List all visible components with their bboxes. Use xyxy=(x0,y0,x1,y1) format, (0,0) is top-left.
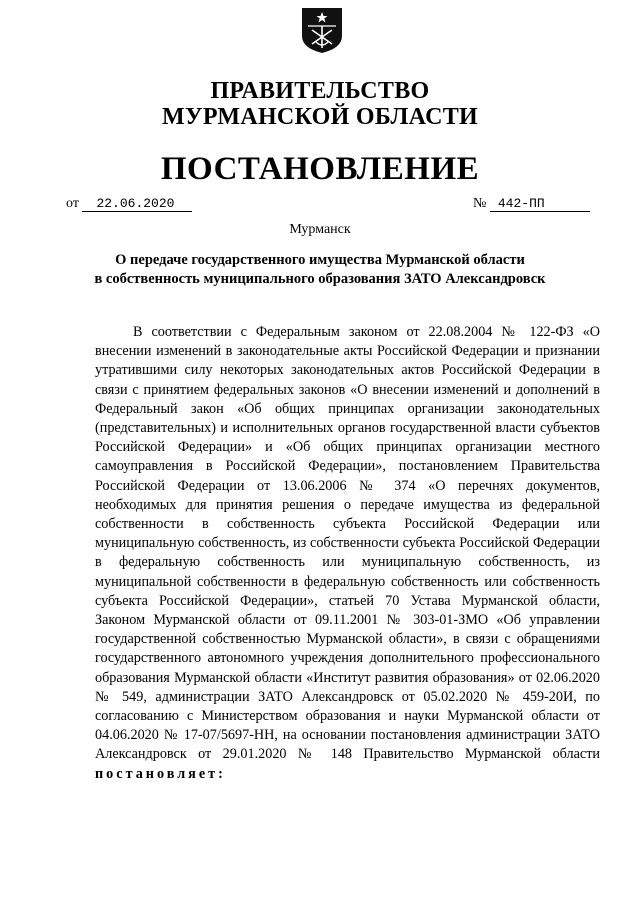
coat-of-arms-emblem xyxy=(300,6,344,54)
place-of-issue: Мурманск xyxy=(289,222,351,237)
document-type-heading: ПОСТАНОВЛЕНИЕ xyxy=(160,151,480,187)
document-title xyxy=(80,251,560,289)
document-number: 442-ПП xyxy=(490,196,590,212)
number-field xyxy=(473,196,590,212)
resolution-verb: постановляет: xyxy=(95,765,226,782)
document-date: 22.06.2020 xyxy=(82,196,192,212)
government-name-line2: МУРМАНСКОЙ ОБЛАСТИ xyxy=(162,104,478,130)
government-name-line1: ПРАВИТЕЛЬСТВО xyxy=(210,78,430,104)
government-name xyxy=(0,78,640,130)
date-field xyxy=(66,196,192,212)
title-line2: в собственность муниципального образования ЗАТО Александровск xyxy=(94,271,546,287)
number-prefix: № xyxy=(473,196,487,211)
date-prefix: от xyxy=(66,196,79,211)
body-text: В соответствии с Федеральным законом от 22.08.2004 № 122-ФЗ «О внесении изменений в законодательные акты Российской Федерации и признании утратившими силу некоторых законодательных актов Российской Федерации в связи с принятием федеральных законов «О внесении изменений и дополнений в Федеральный закон «Об общих принципах организации законодательных (представительных) и исполнительных органов государственной власти субъектов Российской Федерации» и «Об общих принципах организации местного самоуправления в Российской Федерации», постановлением Правительства Российской Федерации от 13.06.2006 № 374 «О перечнях документов, необходимых для принятия решения о передаче имущества из федеральной собственности в собственность субъекта Российской Федерации или муниципальную собственность, из собственности субъекта Российской Федерации в федеральную собственность или муниципальную собственность, из муниципальной собственности в федеральную собственность или собственность субъекта Российской Федерации», статьей 70 Устава Мурманской области, Законом Мурманской области от 09.11.2001 № 303-01-ЗМО «Об управлении государственной собственностью Мурманской области», в связи с обращениями государственного автономного учреждения дополнительного профессионального образования Мурманской области «Институт развития образования» от 02.06.2020 № 549, администрации ЗАТО Александровск от 05.02.2020 № 459-20И, по согласованию с Министерством образования и науки Мурманской области от 04.06.2020 № 17-07/5697-НН, на основании постановления администрации ЗАТО Александровск от 29.01.2020 № 148 Правительство Мурманской области xyxy=(95,324,600,763)
title-line1: О передаче государственного имущества Мурманской области xyxy=(115,252,525,268)
body-paragraph xyxy=(95,323,600,784)
